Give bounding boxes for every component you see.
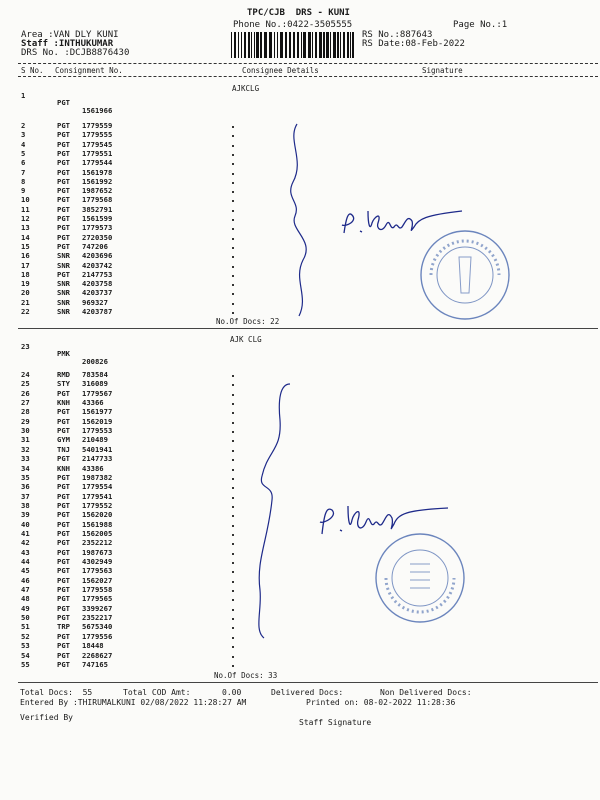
consignee-dot [232, 210, 234, 212]
row-prefix: PGT [57, 528, 70, 538]
consignee-dot [232, 126, 234, 128]
row-consignment-number: 1779555 [82, 130, 113, 140]
row-prefix: KNH [57, 463, 70, 473]
consignee-dot [232, 191, 234, 193]
row-prefix: PGT [57, 167, 70, 177]
row-consignment-number: 1779554 [82, 482, 113, 492]
row-serial: 23 [21, 342, 30, 352]
row-consignment-number: 3852791 [82, 204, 113, 214]
area-label: Area :VAN DLY KUNI [21, 30, 119, 40]
row-consignment-number: 1779552 [82, 500, 113, 510]
row-serial: 45 [21, 566, 30, 576]
consignee-dot [232, 135, 234, 137]
consignee-dot [232, 403, 234, 405]
row-prefix: PGT [57, 557, 70, 566]
row-prefix: PGT [57, 195, 70, 205]
row-prefix: PGT [57, 426, 70, 436]
row-prefix: PGT [57, 454, 70, 464]
row-serial: 27 [21, 398, 30, 408]
consignee-dot [232, 497, 234, 499]
row-serial: 5 [21, 148, 26, 158]
barcode-bar [251, 32, 252, 58]
row-prefix: SNR [57, 251, 70, 261]
consignee-dot [232, 525, 234, 527]
row-prefix: PGT [57, 641, 70, 651]
row-prefix: PGT [57, 575, 70, 585]
consignee-dot [232, 562, 234, 564]
group2-separator [18, 682, 598, 683]
row-serial: 25 [21, 379, 30, 389]
consignee-dot [232, 173, 234, 175]
barcode-bar [343, 32, 345, 58]
barcode-bar [293, 32, 295, 58]
row-consignment-number: 1987652 [82, 186, 113, 196]
delivered-docs: Delivered Docs: [271, 688, 344, 697]
row-serial: 41 [21, 528, 30, 538]
row-prefix: PGT [57, 613, 70, 623]
row-consignment-number: 2352212 [82, 538, 113, 548]
barcode-bar [260, 32, 262, 58]
consignee-dot [232, 618, 234, 620]
row-serial: 6 [21, 158, 26, 168]
consignee-dot [232, 256, 234, 258]
row-serial: 52 [21, 631, 30, 641]
row-prefix: PGT [57, 472, 70, 482]
barcode-bar [256, 32, 259, 58]
entered-by: Entered By :THIRUMALKUNI 02/08/2022 11:28:27 AM [20, 698, 247, 707]
row-prefix: PGT [57, 566, 70, 576]
row-serial: 38 [21, 500, 30, 510]
consignee-dot [232, 412, 234, 414]
row-prefix: TRP [57, 622, 70, 632]
barcode-bar [347, 32, 349, 58]
consignee-dot [232, 247, 234, 249]
consignee-dot [232, 238, 234, 240]
row-prefix: PGT [57, 98, 70, 108]
row-serial: 20 [21, 288, 30, 298]
row-serial: 26 [21, 388, 30, 398]
consignee-dot [232, 515, 234, 517]
row-serial: 17 [21, 260, 30, 270]
phone-number: Phone No.:0422-3505555 [233, 20, 353, 30]
barcode-bar [301, 32, 302, 58]
row-prefix: PGT [57, 407, 70, 417]
row-serial: 8 [21, 176, 26, 186]
table-row [21, 336, 221, 365]
row-consignment-number: 2268627 [82, 650, 113, 660]
row-prefix: PGT [57, 491, 70, 501]
consignee-dot [232, 375, 234, 377]
row-prefix: PGT [57, 547, 70, 557]
consignee-dot [232, 182, 234, 184]
row-consignment-number: 1779556 [82, 631, 113, 641]
row-consignment-number: 4302949 [82, 557, 113, 566]
office-stamp-1 [417, 227, 513, 323]
header-top-rule [18, 63, 598, 64]
row-prefix: PGT [57, 650, 70, 660]
barcode-bar [289, 32, 291, 58]
consignee-dot [232, 543, 234, 545]
row-prefix: RMD [57, 370, 70, 379]
staff-signature-label: Staff Signature [299, 718, 372, 727]
row-serial: 13 [21, 223, 30, 233]
row-prefix: PGT [57, 158, 70, 168]
group2-doc-count: No.Of Docs: 33 [214, 671, 278, 680]
row-serial: 35 [21, 472, 30, 482]
row-consignment-number: 1779544 [82, 158, 113, 168]
row-consignment-number: 1561992 [82, 176, 113, 186]
row-consignment-number: 1562027 [82, 575, 113, 585]
row-serial: 31 [21, 435, 30, 445]
row-consignment-number: 43366 [82, 398, 104, 408]
row-serial: 29 [21, 416, 30, 426]
row-prefix: PGT [57, 130, 70, 140]
row-prefix: PGT [57, 223, 70, 233]
row-serial: 47 [21, 585, 30, 595]
row-serial: 42 [21, 538, 30, 548]
consignee-dot [232, 599, 234, 601]
row-serial: 2 [21, 121, 26, 130]
row-serial: 39 [21, 510, 30, 520]
consignee-dot [232, 284, 234, 286]
consignee-dot [232, 506, 234, 508]
consignee-dot [232, 627, 234, 629]
row-consignment-number: 1561966 [82, 105, 113, 115]
row-consignment-number: 4203742 [82, 260, 113, 270]
row-prefix: PGT [57, 500, 70, 510]
consignee-dot [232, 293, 234, 295]
row-serial: 55 [21, 659, 30, 669]
barcode-bar [312, 32, 313, 58]
row-consignment-number: 1562019 [82, 416, 113, 426]
row-prefix: PGT [57, 269, 70, 279]
barcode-bar [297, 32, 299, 58]
row-serial: 54 [21, 650, 30, 660]
barcode-bar [238, 32, 239, 58]
barcode-bar [350, 32, 351, 58]
barcode-bar [241, 32, 242, 58]
row-consignment-number: 747165 [82, 659, 108, 669]
barcode-bar [319, 32, 322, 58]
document-title: TPC/CJB DRS - KUNI [247, 8, 350, 18]
row-consignment-number: 43386 [82, 463, 104, 473]
row-consignment-number: 1987382 [82, 472, 113, 482]
row-consignment-number: 1779559 [82, 121, 113, 130]
row-consignment-number: 4203737 [82, 288, 113, 298]
consignee-dot [232, 553, 234, 555]
office-stamp-2 [372, 530, 468, 626]
row-consignment-number: 2720350 [82, 232, 113, 242]
staff-label: Staff :INTHUKUMAR [21, 39, 114, 49]
row-prefix: PGT [57, 121, 70, 130]
barcode-bar [330, 32, 331, 58]
barcode-bar [340, 32, 341, 58]
consignee-dot [232, 571, 234, 573]
verified-by: Verified By [20, 713, 73, 722]
row-consignment-number: 1779545 [82, 139, 113, 149]
row-consignment-number: 3399267 [82, 603, 113, 613]
consignee-dot [232, 312, 234, 314]
row-consignment-number: 2352217 [82, 613, 113, 623]
row-serial: 30 [21, 426, 30, 436]
row-serial: 40 [21, 519, 30, 529]
row-prefix: PGT [57, 594, 70, 604]
row-consignment-number: 4203758 [82, 279, 113, 289]
row-prefix: PGT [57, 232, 70, 242]
row-serial: 18 [21, 269, 30, 279]
consignee-dot [232, 469, 234, 471]
barcode-bar [308, 32, 311, 58]
barcode-bar [254, 32, 255, 58]
row-consignment-number: 1779553 [82, 426, 113, 436]
col-consignment: Consignment No. [55, 66, 123, 75]
consignee-dot [232, 440, 234, 442]
row-serial: 44 [21, 557, 30, 566]
row-serial: 4 [21, 139, 26, 149]
row-serial: 50 [21, 613, 30, 623]
row-consignment-number: 2147733 [82, 454, 113, 464]
consignee-dot [232, 637, 234, 639]
barcode [231, 32, 357, 58]
row-prefix: PGT [57, 416, 70, 426]
barcode-bar [277, 32, 278, 58]
row-serial: 3 [21, 130, 26, 140]
barcode-bar [315, 32, 317, 58]
consignee-dot [232, 266, 234, 268]
row-serial: 9 [21, 186, 26, 196]
row-consignment-number: 5401941 [82, 444, 113, 454]
barcode-bar [333, 32, 336, 58]
row-consignment-number: 210489 [82, 435, 108, 445]
row-serial: 24 [21, 370, 30, 379]
row-prefix: PGT [57, 482, 70, 492]
row-prefix: PGT [57, 659, 70, 669]
rs-date: RS Date:08-Feb-2022 [362, 39, 465, 49]
col-sno: S No. [21, 66, 44, 75]
row-consignment-number: 2147753 [82, 269, 113, 279]
consignee-dot [232, 656, 234, 658]
row-consignment-number: 1779567 [82, 388, 113, 398]
consignee-dot [232, 422, 234, 424]
row-serial: 37 [21, 491, 30, 501]
barcode-bar [326, 32, 329, 58]
consignee-dot [232, 487, 234, 489]
row-consignment-number: 1987673 [82, 547, 113, 557]
row-consignment-number: 1561978 [82, 167, 113, 177]
row-consignment-number: 18448 [82, 641, 104, 651]
row-prefix: SNR [57, 279, 70, 289]
row-consignment-number: 1779568 [82, 195, 113, 205]
row-serial: 33 [21, 454, 30, 464]
barcode-bar [274, 32, 275, 58]
row-consignment-number: 1779563 [82, 566, 113, 576]
col-signature: Signature [422, 66, 463, 75]
consignee-dot [232, 154, 234, 156]
consignee-dot [232, 478, 234, 480]
row-serial: 53 [21, 641, 30, 651]
group1-separator [18, 328, 598, 329]
row-consignment-number: 316089 [82, 379, 108, 389]
row-serial: 46 [21, 575, 30, 585]
barcode-bar [303, 32, 306, 58]
row-serial: 11 [21, 204, 30, 214]
group1-doc-count: No.Of Docs: 22 [216, 317, 280, 326]
row-prefix: PGT [57, 603, 70, 613]
row-serial: 21 [21, 297, 30, 307]
consignee-dot [232, 450, 234, 452]
consignee-dot [232, 163, 234, 165]
row-serial: 48 [21, 594, 30, 604]
barcode-bar [285, 32, 287, 58]
row-consignment-number: 5675340 [82, 622, 113, 632]
row-prefix: PGT [57, 538, 70, 548]
row-prefix: PGT [57, 388, 70, 398]
consignee-dot [232, 581, 234, 583]
row-prefix: KNH [57, 398, 70, 408]
row-prefix: PGT [57, 519, 70, 529]
total-cod-value: 0.00 [222, 688, 242, 697]
row-serial: 7 [21, 167, 26, 177]
row-prefix: TNJ [57, 444, 70, 454]
header-bottom-rule [18, 76, 598, 77]
row-consignment-number: 1561988 [82, 519, 113, 529]
row-consignment-number: 1561599 [82, 214, 113, 223]
barcode-bar [244, 32, 246, 58]
non-delivered-docs: Non Delivered Docs: [380, 688, 472, 697]
row-consignment-number: 4203696 [82, 251, 113, 261]
barcode-bar [248, 32, 250, 58]
row-serial: 28 [21, 407, 30, 417]
row-serial: 36 [21, 482, 30, 492]
consignee-dot [232, 609, 234, 611]
row-prefix: GYM [57, 435, 70, 445]
row-consignment-number: 1562005 [82, 528, 113, 538]
row-prefix: SNR [57, 288, 70, 298]
consignee-dot [232, 228, 234, 230]
rs-number: RS No.:887643 [362, 30, 433, 40]
row-prefix: SNR [57, 297, 70, 307]
col-consignee-details: Consignee Details [242, 66, 319, 75]
row-prefix: PGT [57, 139, 70, 149]
barcode-bar [264, 32, 267, 58]
row-consignment-number: 4203787 [82, 307, 113, 316]
row-prefix: SNR [57, 260, 70, 270]
barcode-bar [269, 32, 272, 58]
consignee-dot [232, 145, 234, 147]
consignee-dot [232, 665, 234, 667]
barcode-bar [234, 32, 236, 58]
row-consignment-number: 1779565 [82, 594, 113, 604]
row-serial: 10 [21, 195, 30, 205]
brace-mark-1 [285, 120, 345, 320]
consignee-dot [232, 646, 234, 648]
row-consignment-number: 1779573 [82, 223, 113, 233]
row-serial: 51 [21, 622, 30, 632]
consignee-dot [232, 200, 234, 202]
page-number: Page No.:1 [453, 20, 508, 30]
row-prefix: PGT [57, 204, 70, 214]
row-serial: 34 [21, 463, 30, 473]
row-prefix: STY [57, 379, 70, 389]
row-consignment-number: 747206 [82, 241, 108, 251]
row-prefix: PGT [57, 510, 70, 520]
row-serial: 12 [21, 214, 30, 223]
barcode-bar [231, 32, 232, 58]
consignee-dot [232, 459, 234, 461]
row-consignment-number: 1561977 [82, 407, 113, 417]
row-prefix: PGT [57, 176, 70, 186]
drs-number: DRS No. :DCJB8876430 [21, 48, 130, 58]
row-prefix: PGT [57, 148, 70, 158]
row-prefix: SNR [57, 307, 70, 316]
total-docs: Total Docs: 55 [20, 688, 93, 697]
row-serial: 1 [21, 91, 26, 101]
row-prefix: PGT [57, 186, 70, 196]
row-serial: 43 [21, 547, 30, 557]
consignee-dot [232, 431, 234, 433]
group1-consignee: AJKCLG [232, 84, 260, 93]
row-consignment-number: 200826 [82, 356, 108, 366]
row-consignment-number: 1779558 [82, 585, 113, 595]
row-serial: 14 [21, 232, 30, 242]
row-consignment-number: 783584 [82, 370, 108, 379]
consignee-dot [232, 303, 234, 305]
consignee-dot [232, 590, 234, 592]
row-serial: 49 [21, 603, 30, 613]
row-consignment-number: 1779541 [82, 491, 113, 501]
consignee-dot [232, 534, 234, 536]
row-serial: 19 [21, 279, 30, 289]
row-serial: 32 [21, 444, 30, 454]
barcode-bar [337, 32, 339, 58]
barcode-bar [280, 32, 283, 58]
consignee-dot [232, 394, 234, 396]
row-prefix: PMK [57, 349, 70, 359]
row-prefix: PGT [57, 631, 70, 641]
row-serial: 22 [21, 307, 30, 316]
consignee-dot [232, 275, 234, 277]
row-serial: 16 [21, 251, 30, 261]
row-prefix: PGT [57, 214, 70, 223]
row-prefix: PGT [57, 241, 70, 251]
brace-mark-2 [250, 380, 320, 640]
row-consignment-number: 969327 [82, 297, 108, 307]
barcode-bar [352, 32, 354, 58]
row-prefix: PGT [57, 585, 70, 595]
table-row [21, 85, 221, 114]
consignee-dot [232, 384, 234, 386]
row-consignment-number: 1562020 [82, 510, 113, 520]
total-cod-label: Total COD Amt: [123, 688, 191, 697]
consignee-dot [232, 219, 234, 221]
barcode-bar [323, 32, 325, 58]
row-consignment-number: 1779551 [82, 148, 113, 158]
printed-on: Printed on: 08-02-2022 11:28:36 [306, 698, 456, 707]
row-serial: 15 [21, 241, 30, 251]
group2-consignee: AJK CLG [230, 335, 262, 344]
